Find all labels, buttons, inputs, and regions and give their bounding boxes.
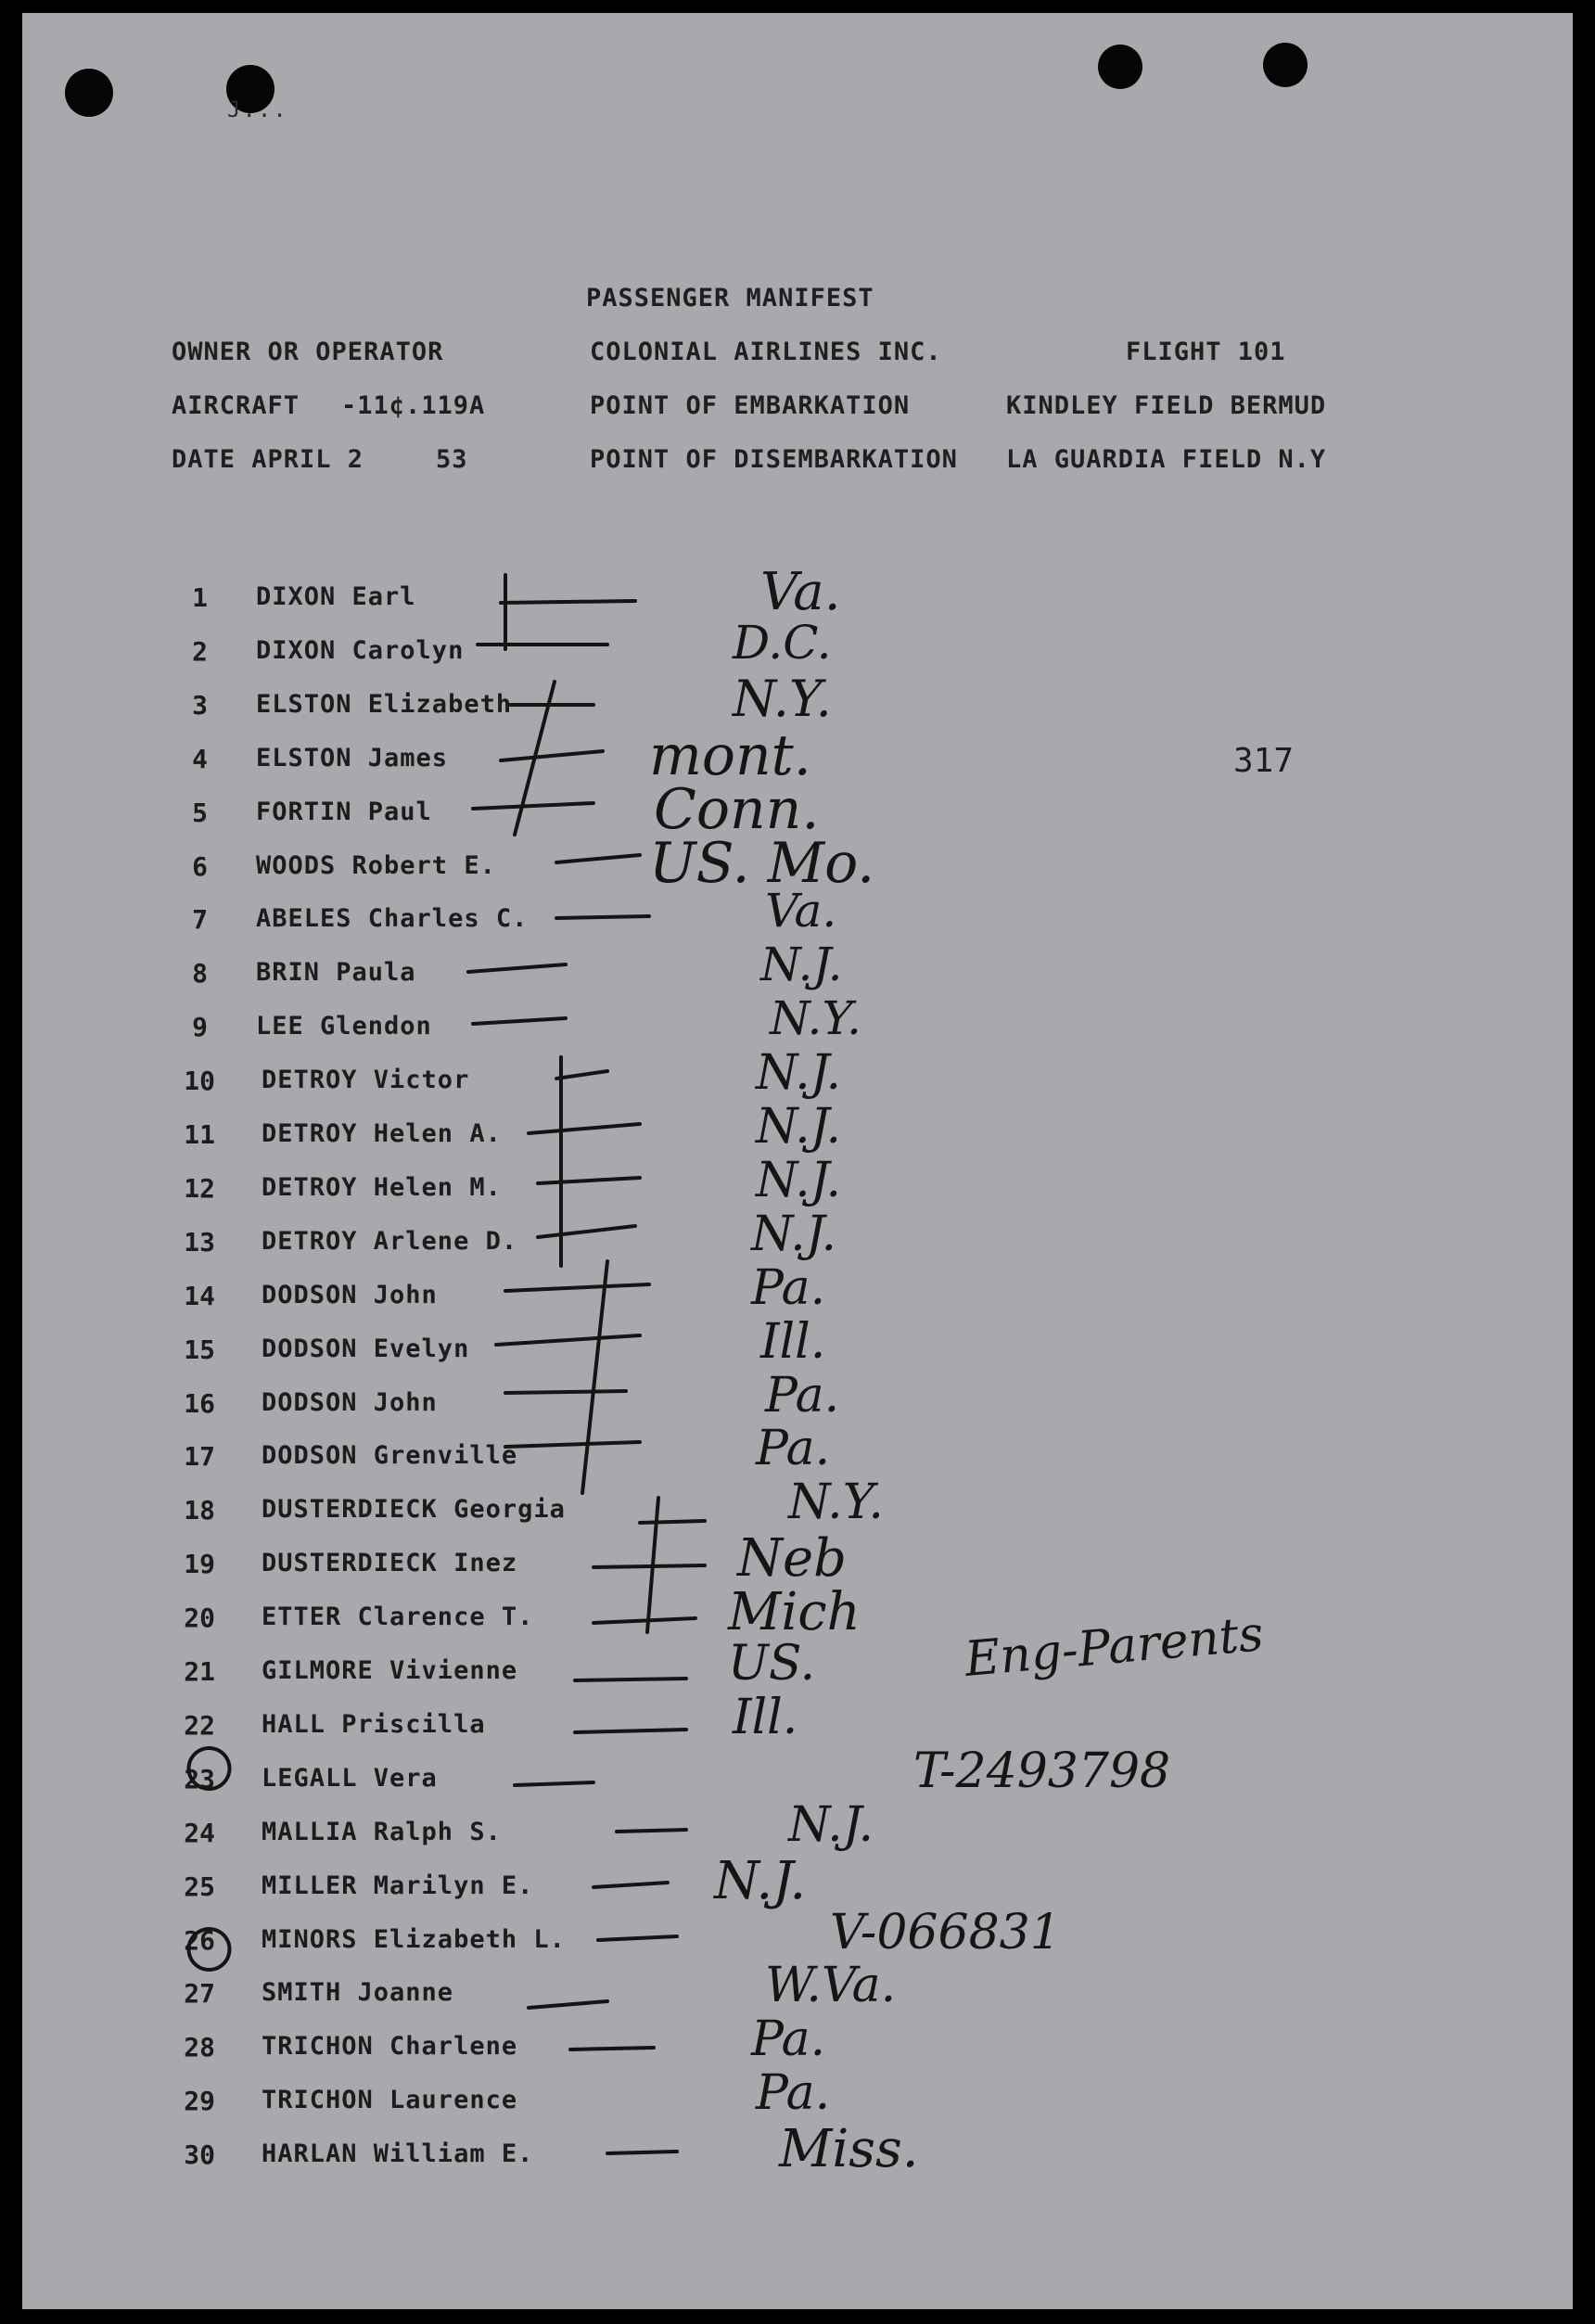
passenger-name: SMITH Joanne [262, 1978, 454, 2008]
handwritten-state-note: N.Y. [788, 1475, 884, 1531]
passenger-name: DODSON John [262, 1280, 438, 1309]
handwritten-state-note: US. Mo. [649, 830, 875, 896]
passenger-name: DIXON Carolyn [256, 635, 465, 665]
passenger-name: MINORS Elizabeth L. [262, 1924, 566, 1954]
passenger-name: DIXON Earl [256, 582, 416, 611]
passenger-name: DODSON Evelyn [262, 1334, 470, 1363]
handwritten-state-note: Miss. [779, 2119, 919, 2180]
passenger-name: MILLER Marilyn E. [262, 1871, 534, 1900]
handwritten-state-note: Va. [765, 884, 837, 939]
passenger-number: 21 [184, 1656, 215, 1687]
passenger-name: DETROY Arlene D. [262, 1226, 518, 1256]
handwritten-state-note: N.J. [788, 1796, 874, 1853]
date-value: 53 [436, 445, 468, 474]
passenger-name: ETTER Clarence T. [262, 1603, 534, 1632]
handwritten-state-note: Ill. [733, 1689, 798, 1745]
passenger-number: 2 [192, 635, 208, 667]
handwritten-state-note: N.J. [714, 1850, 807, 1911]
passenger-number: 17 [184, 1441, 215, 1473]
passenger-number: 4 [192, 743, 208, 774]
passenger-name: BRIN Paula [256, 958, 416, 988]
handwritten-state-note: N.J. [756, 1152, 842, 1208]
aircraft-value: -11¢.119A [341, 391, 486, 420]
manifest-title: PASSENGER MANIFEST [586, 284, 874, 313]
passenger-number: 1 [192, 582, 208, 613]
handwritten-state-note: Pa. [756, 1421, 831, 1477]
handwritten-state-note: mont. [649, 722, 811, 788]
handwritten-state-note: T-2493798 [913, 1743, 1171, 1799]
passenger-name: ABELES Charles C. [256, 904, 529, 934]
passenger-number: 25 [184, 1871, 215, 1902]
passenger-number: 27 [184, 1978, 215, 2010]
passenger-number: 23 [184, 1763, 215, 1794]
passenger-number: 11 [184, 1119, 215, 1150]
date-label: DATE APRIL 2 [172, 445, 364, 474]
handwritten-state-note: W.Va. [765, 1958, 897, 2014]
passenger-number: 22 [184, 1709, 215, 1741]
passenger-number: 5 [192, 797, 208, 828]
passenger-name: TRICHON Laurence [262, 2086, 518, 2115]
disembarkation-label: POINT OF DISEMBARKATION [590, 445, 958, 474]
passenger-name: DETROY Helen A. [262, 1119, 502, 1148]
top-mark: J... [227, 96, 288, 122]
flight-number: FLIGHT 101 [1126, 338, 1286, 366]
handwritten-state-note: N.J. [751, 1206, 837, 1262]
handwritten-state-note: Pa. [751, 2011, 826, 2068]
passenger-number: 19 [184, 1549, 215, 1580]
handwritten-state-note: Va. [760, 562, 841, 622]
passenger-name: GILMORE Vivienne [262, 1656, 518, 1685]
passenger-name: ELSTON Elizabeth [256, 689, 513, 719]
passenger-number: 12 [184, 1172, 215, 1204]
passenger-number: 8 [192, 958, 208, 990]
passenger-name: TRICHON Charlene [262, 2032, 518, 2062]
passenger-name: MALLIA Ralph S. [262, 1817, 502, 1846]
annotation-eng-parents: Eng-Parents [962, 1606, 1266, 1688]
passenger-name: HARLAN William E. [262, 2139, 534, 2169]
passenger-number: 18 [184, 1495, 215, 1526]
passenger-name: ELSTON James [256, 743, 449, 773]
passenger-name: HALL Priscilla [262, 1709, 486, 1739]
passenger-number: 28 [184, 2032, 215, 2063]
handwritten-state-note: D.C. [733, 615, 832, 670]
handwritten-state-note: N.J. [756, 1045, 842, 1102]
passenger-number: 30 [184, 2139, 215, 2171]
passenger-name: DODSON Grenville [262, 1441, 518, 1471]
passenger-name: LEGALL Vera [262, 1763, 438, 1793]
page-number: 317 [1233, 742, 1295, 780]
handwritten-state-note: N.J. [760, 938, 843, 992]
passenger-name: LEE Glendon [256, 1012, 432, 1041]
embarkation-value: KINDLEY FIELD BERMUD [1006, 391, 1327, 420]
handwritten-state-note: Pa. [756, 2065, 831, 2122]
handwritten-state-note: Conn. [654, 776, 820, 842]
handwritten-state-note: Pa. [765, 1367, 840, 1424]
handwritten-state-note: N.Y. [733, 669, 832, 728]
handwritten-state-note: N.Y. [770, 991, 861, 1046]
passenger-name: FORTIN Paul [256, 797, 432, 826]
passenger-number: 6 [192, 850, 208, 882]
passenger-number: 24 [184, 1817, 215, 1848]
passenger-number: 10 [184, 1066, 215, 1097]
passenger-number: 26 [184, 1924, 215, 1956]
passenger-number: 7 [192, 904, 208, 936]
handwritten-state-note: Pa. [751, 1259, 826, 1316]
punch-hole-left-1 [65, 69, 113, 117]
passenger-number: 13 [184, 1226, 215, 1258]
passenger-name: DUSTERDIECK Inez [262, 1549, 518, 1578]
disembarkation-value: LA GUARDIA FIELD N.Y [1006, 445, 1327, 474]
passenger-number: 20 [184, 1603, 215, 1634]
embarkation-label: POINT OF EMBARKATION [590, 391, 911, 420]
passenger-number: 9 [192, 1012, 208, 1043]
passenger-number: 29 [184, 2086, 215, 2117]
passenger-number: 15 [184, 1334, 215, 1365]
handwritten-state-note: N.J. [756, 1099, 842, 1155]
owner-label: OWNER OR OPERATOR [172, 338, 444, 366]
handwritten-state-note: US. [728, 1636, 816, 1692]
handwritten-state-note: Ill. [760, 1313, 826, 1370]
passenger-number: 16 [184, 1387, 215, 1419]
handwritten-state-note: Mich [728, 1582, 861, 1643]
passenger-number: 3 [192, 689, 208, 721]
aircraft-label: AIRCRAFT [172, 391, 300, 420]
handwritten-state-note: V-066831 [830, 1904, 1061, 1960]
passenger-number: 14 [184, 1280, 215, 1311]
passenger-name: DETROY Victor [262, 1066, 470, 1095]
punch-hole-right-2 [1263, 43, 1308, 87]
owner-value: COLONIAL AIRLINES INC. [590, 338, 942, 366]
passenger-name: WOODS Robert E. [256, 850, 496, 880]
passenger-name: DUSTERDIECK Georgia [262, 1495, 566, 1525]
handwritten-state-note: Neb [737, 1528, 847, 1590]
passenger-name: DODSON John [262, 1387, 438, 1417]
passenger-name: DETROY Helen M. [262, 1172, 502, 1202]
punch-hole-right-1 [1098, 45, 1142, 89]
